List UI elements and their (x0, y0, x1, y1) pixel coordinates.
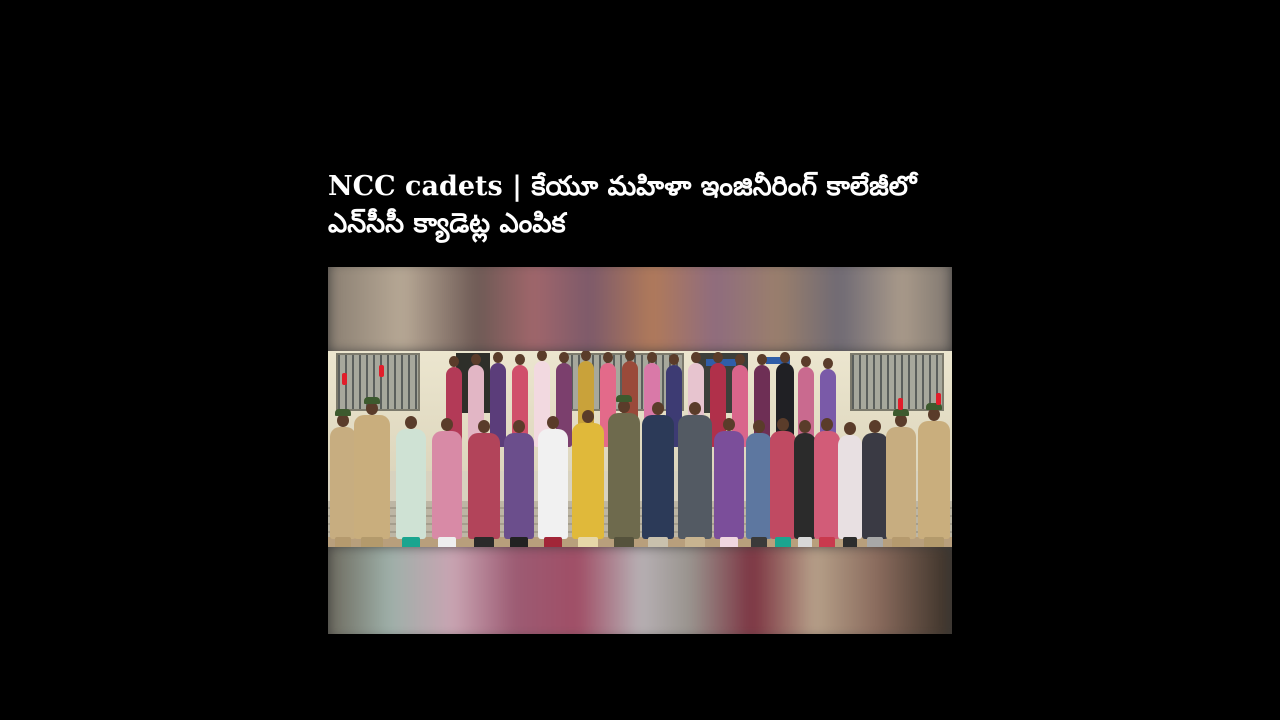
army-officer (608, 413, 640, 539)
legs (798, 537, 811, 547)
legs (438, 537, 456, 547)
student (862, 433, 888, 539)
student (572, 423, 604, 539)
legs (614, 537, 633, 547)
student (714, 431, 744, 539)
student (396, 429, 426, 539)
legs (819, 537, 835, 547)
red-plume (898, 398, 903, 410)
student (794, 433, 816, 539)
legs (510, 537, 528, 547)
article-photo (328, 267, 952, 634)
student (504, 433, 534, 539)
legs (775, 537, 791, 547)
legs (648, 537, 667, 547)
blurred-photo-backdrop-top (328, 267, 952, 353)
staff-member (642, 415, 674, 539)
legs (544, 537, 562, 547)
staff-member (678, 415, 712, 539)
legs (751, 537, 767, 547)
red-plume (936, 393, 941, 405)
group-photo (328, 351, 952, 547)
student (746, 433, 772, 539)
legs (867, 537, 883, 547)
legs (892, 537, 910, 547)
legs (402, 537, 420, 547)
red-plume (342, 373, 347, 385)
legs (578, 537, 597, 547)
student (432, 431, 462, 539)
student (770, 431, 796, 539)
student (814, 431, 840, 539)
legs (685, 537, 705, 547)
ncc-cadet (886, 427, 916, 539)
ncc-cadet (918, 421, 950, 539)
article (328, 168, 952, 242)
student (838, 435, 862, 539)
article-headline: NCC cadets | కేయూ మహిళా ఇంజినీరింగ్ కాలేజీలో ఎన్‌సీసీ క్యాడెట్ల ఎంపిక (328, 171, 917, 239)
blurred-photo-backdrop-bottom (328, 545, 952, 634)
legs (361, 537, 383, 547)
legs (335, 537, 351, 547)
ncc-officer (354, 415, 390, 539)
legs (474, 537, 493, 547)
legs (924, 537, 943, 547)
student (538, 429, 568, 539)
legs (843, 537, 857, 547)
red-plume (379, 365, 384, 377)
student (468, 433, 500, 539)
ncc-officer (330, 427, 356, 539)
legs (720, 537, 738, 547)
